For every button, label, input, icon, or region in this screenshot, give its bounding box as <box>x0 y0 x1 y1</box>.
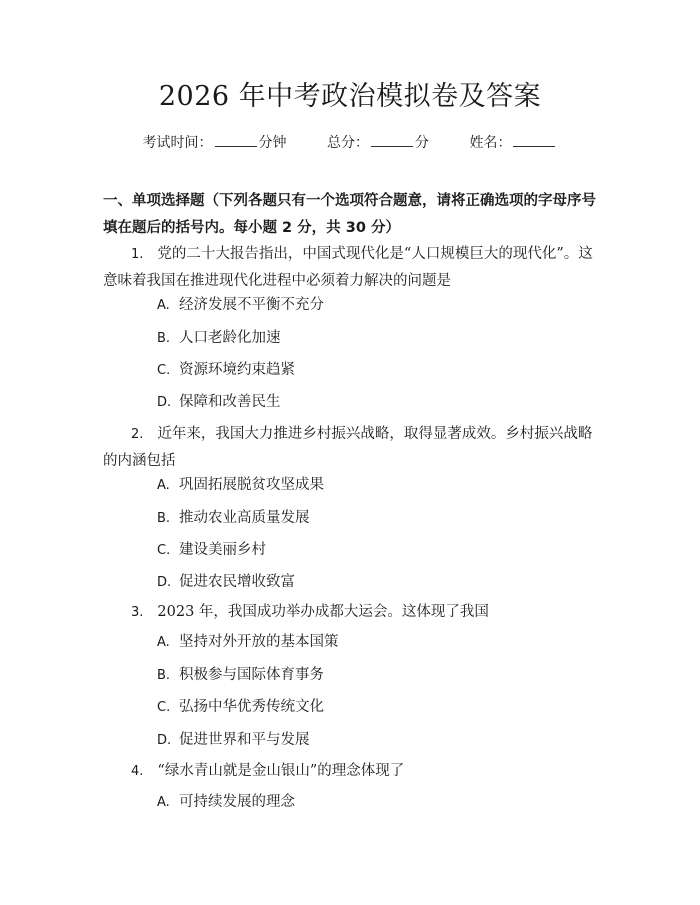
name-blank <box>513 132 555 147</box>
question-text: “绿水青山就是金山银山”的理念体现了 <box>157 763 405 779</box>
option-3c <box>157 697 324 718</box>
option-2b <box>157 508 310 529</box>
option-text: 建设美丽乡村 <box>179 542 266 558</box>
name-field <box>469 132 557 153</box>
question-text: 党的二十大报告指出，中国式现代化是“人口规模巨大的现代化”。这意味着我国在推进现代化进程中必须着力解决的问题是 <box>103 246 593 289</box>
name-label: 姓名： <box>469 135 512 151</box>
option-text: 促进世界和平与发展 <box>179 732 310 748</box>
option-letter: A. <box>157 795 170 810</box>
option-3b <box>157 665 324 686</box>
option-letter: B. <box>157 511 171 526</box>
option-letter: C. <box>157 543 171 558</box>
question-number: 1. <box>131 247 144 262</box>
option-letter: B. <box>157 331 171 346</box>
question-1 <box>103 241 603 295</box>
question-number: 2. <box>131 427 144 442</box>
score-label: 总分： <box>327 135 369 151</box>
option-letter: C. <box>157 700 171 715</box>
question-3 <box>103 599 603 626</box>
option-1b <box>157 328 281 349</box>
time-unit: 分钟 <box>258 135 287 151</box>
question-text: 近年来，我国大力推进乡村振兴战略，取得显著成效。乡村振兴战略的内涵包括 <box>103 426 593 469</box>
section-heading: 一、单项选择题（下列各题只有一个选项符合题意，请将正确选项的字母序号填在题后的括号内。每小题 2 分，共 30 分） <box>103 193 596 236</box>
option-1a <box>157 295 324 316</box>
option-text: 推动农业高质量发展 <box>179 510 310 526</box>
exam-meta <box>0 132 700 153</box>
time-field <box>143 132 287 153</box>
option-2a <box>157 475 324 496</box>
time-blank <box>215 132 257 147</box>
option-2d <box>157 572 295 593</box>
option-3a <box>157 632 339 653</box>
question-number: 4. <box>131 764 144 779</box>
option-text: 人口老龄化加速 <box>179 330 281 346</box>
option-letter: C. <box>157 363 171 378</box>
option-4a <box>157 792 295 813</box>
option-letter: A. <box>157 635 170 650</box>
score-unit: 分 <box>415 135 429 151</box>
option-text: 积极参与国际体育事务 <box>179 667 324 683</box>
option-text: 可持续发展的理念 <box>179 794 295 810</box>
option-letter: D. <box>157 733 172 748</box>
option-text: 弘扬中华优秀传统文化 <box>179 699 324 715</box>
question-text: 2023 年，我国成功举办成都大运会。这体现了我国 <box>157 604 489 620</box>
option-letter: B. <box>157 668 171 683</box>
score-field <box>327 132 429 153</box>
option-text: 促进农民增收致富 <box>179 574 295 590</box>
option-text: 资源环境约束趋紧 <box>179 362 295 378</box>
time-label: 考试时间： <box>142 135 213 151</box>
page-title: 2026 年中考政治模拟卷及答案 <box>158 81 542 112</box>
question-stem <box>103 421 603 475</box>
question-stem <box>103 599 603 626</box>
option-1c <box>157 360 295 381</box>
option-letter: A. <box>157 298 170 313</box>
option-1d <box>157 392 281 413</box>
option-letter: D. <box>157 395 172 410</box>
question-2 <box>103 421 603 475</box>
option-text: 坚持对外开放的基本国策 <box>179 634 339 650</box>
score-blank <box>371 132 413 147</box>
option-text: 巩固拓展脱贫攻坚成果 <box>179 477 324 493</box>
option-letter: A. <box>157 478 170 493</box>
option-text: 经济发展不平衡不充分 <box>179 297 324 313</box>
question-4 <box>103 758 603 785</box>
question-stem <box>103 241 603 295</box>
question-number: 3. <box>131 605 144 620</box>
question-stem <box>103 758 603 785</box>
option-letter: D. <box>157 575 172 590</box>
option-3d <box>157 730 310 751</box>
option-text: 保障和改善民生 <box>179 394 281 410</box>
option-2c <box>157 540 266 561</box>
